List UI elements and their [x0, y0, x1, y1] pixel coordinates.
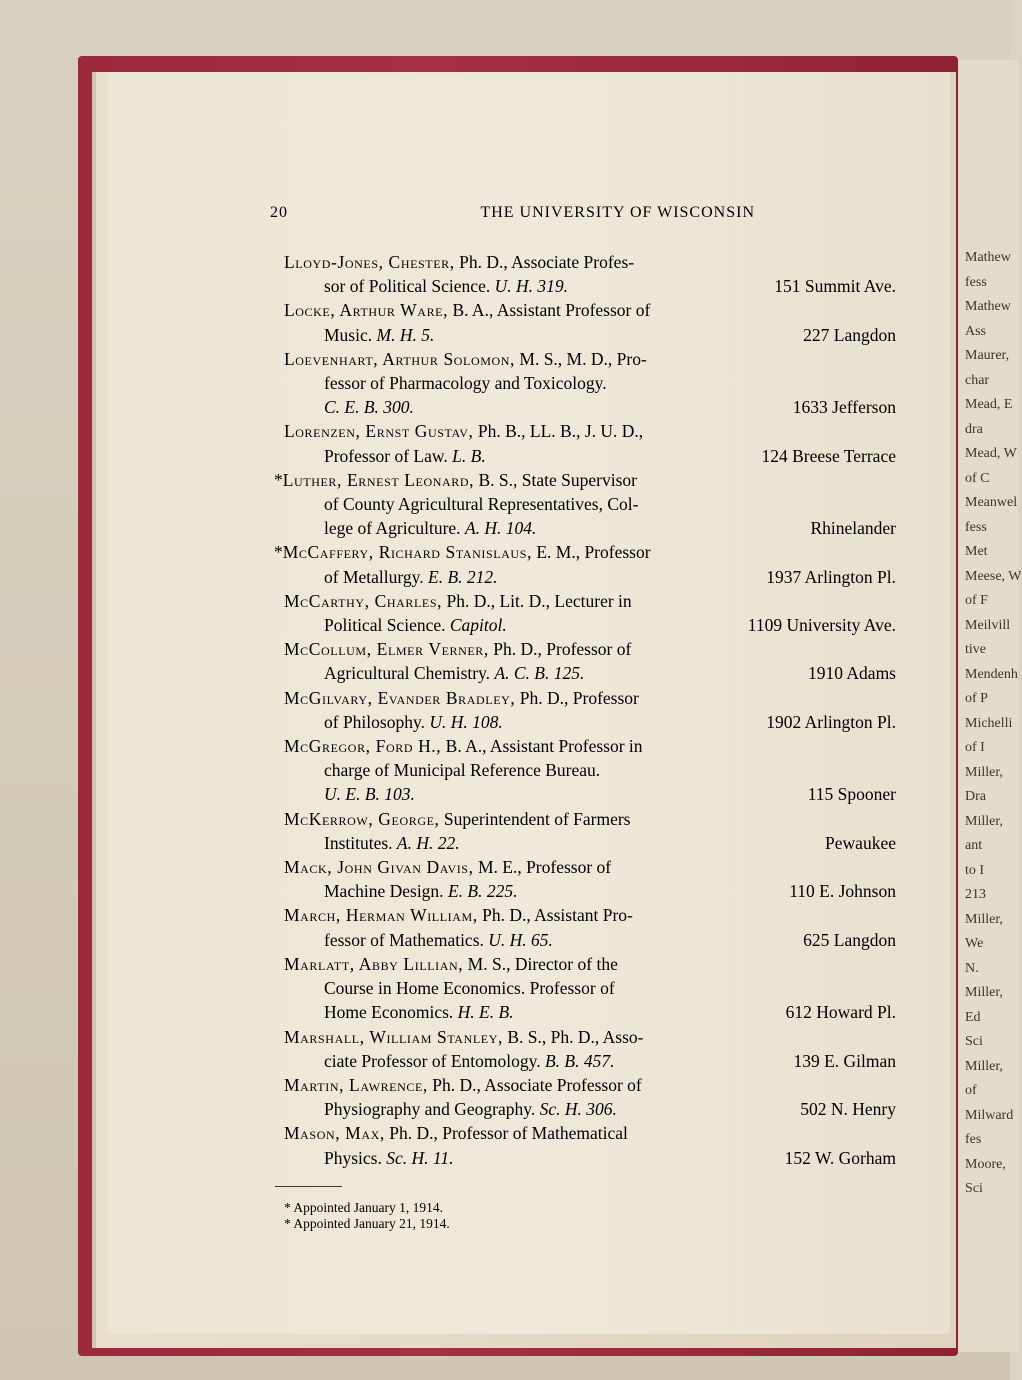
facing-page-fragment: Miller, [965, 1058, 1003, 1074]
entry-title: Physics. [324, 1147, 387, 1168]
entry-last-line [284, 516, 896, 540]
entry-degrees: Ph. D., Professor [519, 687, 639, 708]
entry-title: Institutes. [324, 832, 397, 853]
directory-entry [284, 903, 896, 951]
directory-entry [284, 1073, 896, 1121]
entry-title-room [324, 1000, 514, 1024]
entry-title: Home Economics. [324, 1002, 458, 1023]
directory-entry [284, 1025, 896, 1073]
room-number: H. E. B. [457, 1002, 514, 1023]
entry-last-line [284, 831, 896, 855]
room-number: U. E. B. 103. [324, 784, 415, 805]
entry-degrees: B. A., Assistant Professor of [452, 300, 651, 321]
facing-page-fragment: N. [965, 960, 979, 976]
footnote-text: * Appointed January 1, 1914. [284, 1200, 443, 1215]
facing-page-fragment: tive [965, 642, 986, 657]
person-name: Marlatt, Abby Lillian, [284, 953, 464, 974]
entry-line: Course in Home Economics. Professor of [324, 978, 615, 999]
street-address: 110 E. Johnson [789, 881, 896, 902]
entry-title-room [324, 395, 414, 419]
entry-title: Music. [324, 324, 377, 345]
entry-line: charge of Municipal Reference Bureau. [324, 760, 601, 781]
entry-title-room [324, 1146, 453, 1170]
footnote-rule [275, 1186, 342, 1187]
facing-page-fragment: Mead, W [965, 446, 1017, 461]
directory-entry [274, 468, 896, 541]
entry-line: fessor of Pharmacology and Toxicology. [324, 373, 607, 394]
directory-entry [284, 952, 896, 1025]
entry-first-line [284, 734, 896, 758]
street-address: 1937 Arlington Pl. [766, 566, 896, 587]
entry-title-room [324, 710, 503, 734]
directory-entry [284, 250, 896, 298]
entry-last-line [284, 395, 896, 419]
entry-title-room [324, 444, 486, 468]
facing-page-fragment: Ass [965, 323, 987, 339]
person-name: McGilvary, Evander Bradley, [284, 687, 516, 708]
room-number: U. H. 65. [488, 929, 553, 950]
entry-title: Machine Design. [324, 881, 448, 902]
person-name: Marshall, William Stanley, [284, 1026, 503, 1047]
entry-title: sor of Political Science. [324, 276, 495, 297]
facing-page-fragment: of I [965, 740, 985, 755]
facing-page-fragment: Miller, [965, 985, 1003, 1000]
entry-degrees: E. M., Professor [536, 542, 651, 563]
facing-page-fragment: fes [965, 1132, 982, 1147]
facing-page-fragment: of P [965, 691, 988, 706]
street-address: 625 Langdon [803, 929, 896, 950]
directory-entry [284, 298, 896, 346]
street-address: 1109 University Ave. [747, 615, 896, 636]
entry-last-line [284, 565, 896, 589]
entry-title: Professor of Law. [324, 445, 453, 466]
facing-page-fragment: Dra [965, 789, 986, 804]
room-number: A. H. 104. [464, 518, 537, 539]
faculty-directory [274, 250, 896, 1170]
entry-first-line [284, 952, 896, 976]
entry-last-line [284, 1049, 896, 1073]
entry-first-line [284, 686, 896, 710]
entry-degrees: Ph. D., Associate Professor of [432, 1074, 642, 1095]
street-address: 1902 Arlington Pl. [766, 711, 896, 732]
facing-page-fragment: Moore, [965, 1156, 1006, 1172]
facing-page-fragment: fess [965, 274, 987, 290]
entry-last-line [284, 274, 896, 298]
entry-last-line [284, 661, 896, 685]
person-name: McKerrow, George, [284, 808, 440, 829]
entry-last-line [284, 1097, 896, 1121]
room-number: Capitol. [449, 615, 507, 636]
room-number: A. H. 22. [396, 832, 460, 853]
entry-title-room [324, 831, 460, 855]
street-address: 115 Spooner [807, 784, 896, 805]
room-number: E. B. 225. [447, 881, 518, 902]
street-address: 227 Langdon [803, 324, 896, 345]
person-name: McCarthy, Charles, [284, 590, 443, 611]
entry-first-line [284, 1073, 896, 1097]
entry-title: Physiography and Geography. [324, 1099, 540, 1120]
facing-page-fragment: Meilvill [965, 617, 1011, 633]
entry-degrees: Superintendent of Farmers [443, 808, 631, 829]
facing-page-fragment: of C [965, 470, 990, 486]
facing-page-fragment: Sci [965, 1181, 983, 1196]
entry-first-line [284, 807, 896, 831]
entry-first-line [284, 637, 896, 661]
street-address: 612 Howard Pl. [785, 1002, 896, 1023]
room-number: M. H. 5. [376, 324, 435, 345]
street-address: 152 W. Gorham [784, 1147, 896, 1168]
entry-title-room [324, 323, 434, 347]
footnote-mark: * [274, 469, 283, 490]
facing-page-fragment: of [965, 1083, 977, 1098]
facing-page-fragment: fess [965, 519, 987, 535]
facing-page-fragment: We [965, 936, 984, 951]
entry-last-line [284, 1146, 896, 1170]
directory-entry [274, 540, 896, 588]
directory-entry [284, 419, 896, 467]
entry-degrees: Ph. D., Professor of [493, 639, 632, 660]
entry-title-room [324, 661, 584, 685]
entry-degrees: Ph. D., Assistant Pro- [482, 905, 633, 926]
entry-first-line [284, 855, 896, 879]
entry-title-room [324, 879, 517, 903]
person-name: Locke, Arthur Ware, [284, 300, 449, 321]
entry-degrees: M. S., M. D., Pro- [519, 348, 647, 369]
person-name: Luther, Ernest Leonard, [282, 469, 475, 490]
entry-last-line [284, 323, 896, 347]
entry-line: of County Agricultural Representatives, Col- [324, 494, 639, 515]
entry-first-line [284, 903, 896, 927]
entry-title-room [324, 928, 553, 952]
entry-first-line [284, 347, 896, 371]
person-name: Loevenhart, Arthur Solomon, [284, 348, 516, 369]
facing-page-fragment: Miller, [965, 911, 1003, 927]
facing-page-fragment: Michelli [965, 715, 1013, 731]
entry-degrees: Ph. D., Professor of Mathematical [389, 1123, 628, 1144]
person-name: Lloyd-Jones, Chester, [284, 252, 455, 272]
page-number: 20 [270, 204, 288, 221]
street-address: 124 Breese Terrace [761, 445, 896, 466]
directory-entry [284, 347, 896, 420]
person-name: Lorenzen, Ernst Gustav, [284, 421, 474, 442]
directory-entry [284, 1121, 896, 1169]
entry-title: lege of Agriculture. [324, 518, 465, 539]
room-number: Sc. H. 306. [539, 1099, 617, 1120]
facing-page-fragment: Sci [965, 1034, 983, 1049]
entry-title-room [324, 782, 415, 806]
room-number: Sc. H. 11. [386, 1147, 454, 1168]
entry-degrees: Ph. D., Lit. D., Lecturer in [446, 590, 632, 611]
entry-title-room [324, 565, 498, 589]
directory-entry [284, 807, 896, 855]
entry-last-line [284, 782, 896, 806]
entry-degrees: M. E., Professor of [477, 857, 612, 878]
entry-first-line [284, 1025, 896, 1049]
directory-entry [284, 637, 896, 685]
entry-title: of Metallurgy. [324, 566, 429, 587]
facing-page-fragment: ant [965, 838, 983, 853]
entry-last-line [284, 444, 896, 468]
room-number: U. H. 108. [429, 711, 503, 732]
facing-page-fragment: Milward [965, 1107, 1014, 1123]
room-number: U. H. 319. [494, 276, 568, 297]
entry-first-line [284, 1121, 896, 1145]
entry-degrees: B. S., Ph. D., Asso- [507, 1026, 644, 1047]
entry-degrees: Ph. B., LL. B., J. U. D., [477, 421, 644, 442]
facing-page-fragment: char [965, 372, 990, 388]
facing-page-fragment: Met [965, 544, 988, 559]
directory-entry [284, 734, 896, 807]
entry-title: of Philosophy. [324, 711, 430, 732]
entry-title: Agricultural Chemistry. [324, 663, 495, 684]
entry-last-line [284, 928, 896, 952]
running-title: THE UNIVERSITY OF WISCONSIN [480, 204, 755, 221]
room-number: B. B. 457. [544, 1050, 615, 1071]
entry-first-line [274, 540, 896, 564]
facing-page-fragment: Meanwel [965, 495, 1018, 510]
street-address: Pewaukee [825, 832, 896, 853]
directory-entry [284, 855, 896, 903]
directory-entry [284, 589, 896, 637]
person-name: Mack, John Givan Davis, [284, 857, 474, 878]
entry-degrees: M. S., Director of the [467, 953, 618, 974]
facing-page-fragment: 213 [965, 887, 986, 902]
street-address: 139 E. Gilman [793, 1050, 896, 1071]
entry-last-line [284, 710, 896, 734]
street-address: 1633 Jefferson [792, 397, 896, 418]
entry-title-room [324, 1049, 615, 1073]
facing-page-fragment: Miller, [965, 813, 1003, 829]
entry-title-room [324, 274, 568, 298]
entry-first-line [284, 250, 896, 274]
entry-last-line [284, 613, 896, 637]
person-name: McCollum, Elmer Verner, [284, 639, 489, 660]
directory-entry [284, 686, 896, 734]
person-name: Martin, Lawrence, [284, 1074, 428, 1095]
facing-page-fragment: Ed [965, 1009, 981, 1025]
entry-title-room [324, 516, 536, 540]
street-address: 1910 Adams [808, 663, 896, 684]
facing-page-fragment: Meese, W [965, 568, 1022, 584]
entry-title: Political Science. [324, 615, 450, 636]
street-address: Rhinelander [810, 518, 896, 539]
footnote-text: * Appointed January 21, 1914. [284, 1216, 450, 1231]
facing-page-fragment: of F [965, 593, 988, 608]
entry-first-line [284, 298, 896, 322]
footnote-mark: * [274, 542, 283, 563]
facing-page-fragment: Maurer, [965, 348, 1010, 363]
facing-page-fragment: Miller, [965, 764, 1003, 780]
facing-page-fragment: dra [965, 421, 983, 437]
person-name: McCaffery, Richard Stanislaus, [282, 542, 532, 563]
entry-title-room [324, 613, 507, 637]
facing-page-fragment: Mendenh [965, 666, 1018, 682]
room-number: E. B. 212. [428, 566, 498, 587]
footnotes [284, 1200, 450, 1232]
entry-first-line [284, 589, 896, 613]
entry-last-line [284, 879, 896, 903]
entry-degrees: Ph. D., Associate Profes- [459, 252, 635, 272]
person-name: March, Herman William, [284, 905, 478, 926]
entry-first-line [284, 419, 896, 443]
entry-title-room [324, 1097, 617, 1121]
entry-degrees: B. S., State Supervisor [478, 469, 637, 490]
room-number: L. B. [452, 445, 486, 466]
room-number: A. C. B. 125. [494, 663, 585, 684]
entry-title: fessor of Mathematics. [324, 929, 489, 950]
entry-title: ciate Professor of Entomology. [324, 1050, 545, 1071]
room-number: C. E. B. 300. [324, 397, 414, 418]
person-name: McGregor, Ford H., [284, 736, 442, 757]
entry-degrees: B. A., Assistant Professor in [445, 736, 643, 757]
entry-last-line [284, 1000, 896, 1024]
street-address: 502 N. Henry [800, 1099, 896, 1120]
facing-page-fragment: Mathew [965, 299, 1011, 314]
facing-page-fragment: Mathew [965, 250, 1011, 265]
person-name: Mason, Max, [284, 1123, 385, 1144]
street-address: 151 Summit Ave. [774, 276, 896, 297]
facing-page-fragment: to I [965, 862, 985, 878]
facing-page-fragment: Mead, E [965, 397, 1013, 412]
entry-first-line [274, 468, 896, 492]
